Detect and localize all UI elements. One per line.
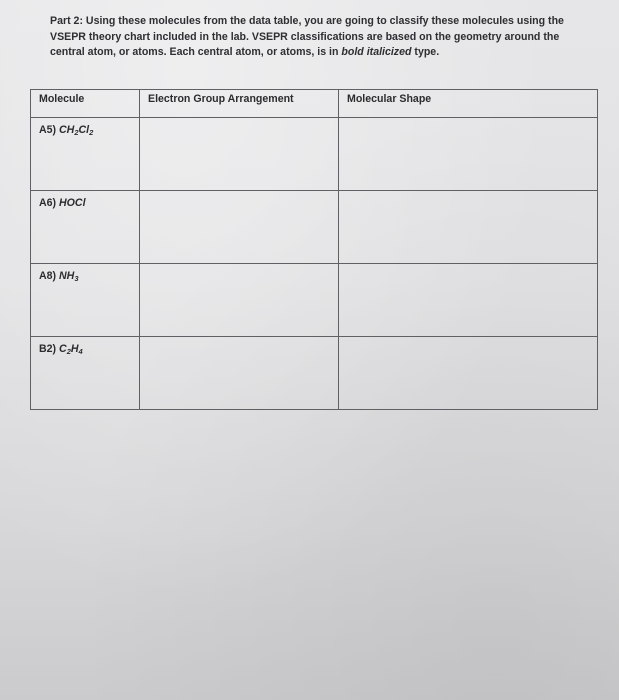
formula-subscript: 3: [74, 274, 79, 283]
instructions-emphasis: bold italicized: [341, 46, 412, 59]
table-row: [31, 118, 598, 191]
molecule-cell: [31, 118, 140, 191]
electron-group-arrangement-cell[interactable]: [140, 264, 339, 337]
molecular-shape-cell[interactable]: [339, 118, 598, 191]
table-row: [31, 191, 598, 264]
electron-group-arrangement-cell[interactable]: [140, 337, 339, 410]
formula-part: CH: [59, 124, 75, 136]
electron-group-arrangement-cell[interactable]: [140, 191, 339, 264]
formula-subscript: 2: [66, 347, 71, 356]
molecule-id: A6): [39, 197, 57, 209]
formula-subscript: 2: [74, 128, 79, 137]
part-label: Part 2:: [50, 15, 83, 27]
formula-part: NH: [59, 270, 75, 282]
molecule-id: A5): [39, 124, 57, 136]
instructions-paragraph: [50, 14, 590, 61]
molecule-cell: [31, 191, 140, 264]
molecule-cell: [31, 337, 140, 410]
molecule-formula: [59, 197, 85, 209]
formula-part: HOCl: [59, 197, 86, 209]
formula-part: Cl: [78, 124, 90, 136]
table-row: [31, 337, 598, 410]
instructions-tail: type.: [411, 46, 440, 59]
molecule-formula: [59, 270, 78, 282]
formula-part: C: [59, 343, 67, 355]
electron-group-arrangement-cell[interactable]: [140, 118, 339, 191]
header-molecule: Molecule: [31, 90, 140, 118]
formula-subscript: 4: [78, 347, 83, 356]
molecule-cell: [31, 264, 140, 337]
molecular-shape-cell[interactable]: [339, 191, 598, 264]
molecule-id: A8): [39, 270, 57, 282]
table-header-row: [31, 90, 598, 118]
formula-subscript: 2: [89, 128, 94, 137]
header-molecular-shape: Molecular Shape: [339, 90, 598, 118]
molecule-formula: [59, 343, 83, 355]
table-row: [31, 264, 598, 337]
header-electron-group-arrangement: Electron Group Arrangement: [140, 90, 339, 118]
instructions-text: Using these molecules from the data table, you are going to classify these molecules using the VSEPR theory chart included in the lab. VSEPR classifications are based on the geometry around the central atom, or atoms. Each central atom, or atoms, is in: [50, 15, 564, 59]
molecule-id: B2): [39, 343, 57, 355]
molecular-shape-cell[interactable]: [339, 264, 598, 337]
molecular-shape-cell[interactable]: [339, 337, 598, 410]
molecule-formula: [59, 124, 93, 136]
table-body: [31, 118, 598, 410]
vsepr-table: [30, 89, 598, 410]
formula-part: H: [70, 343, 79, 355]
